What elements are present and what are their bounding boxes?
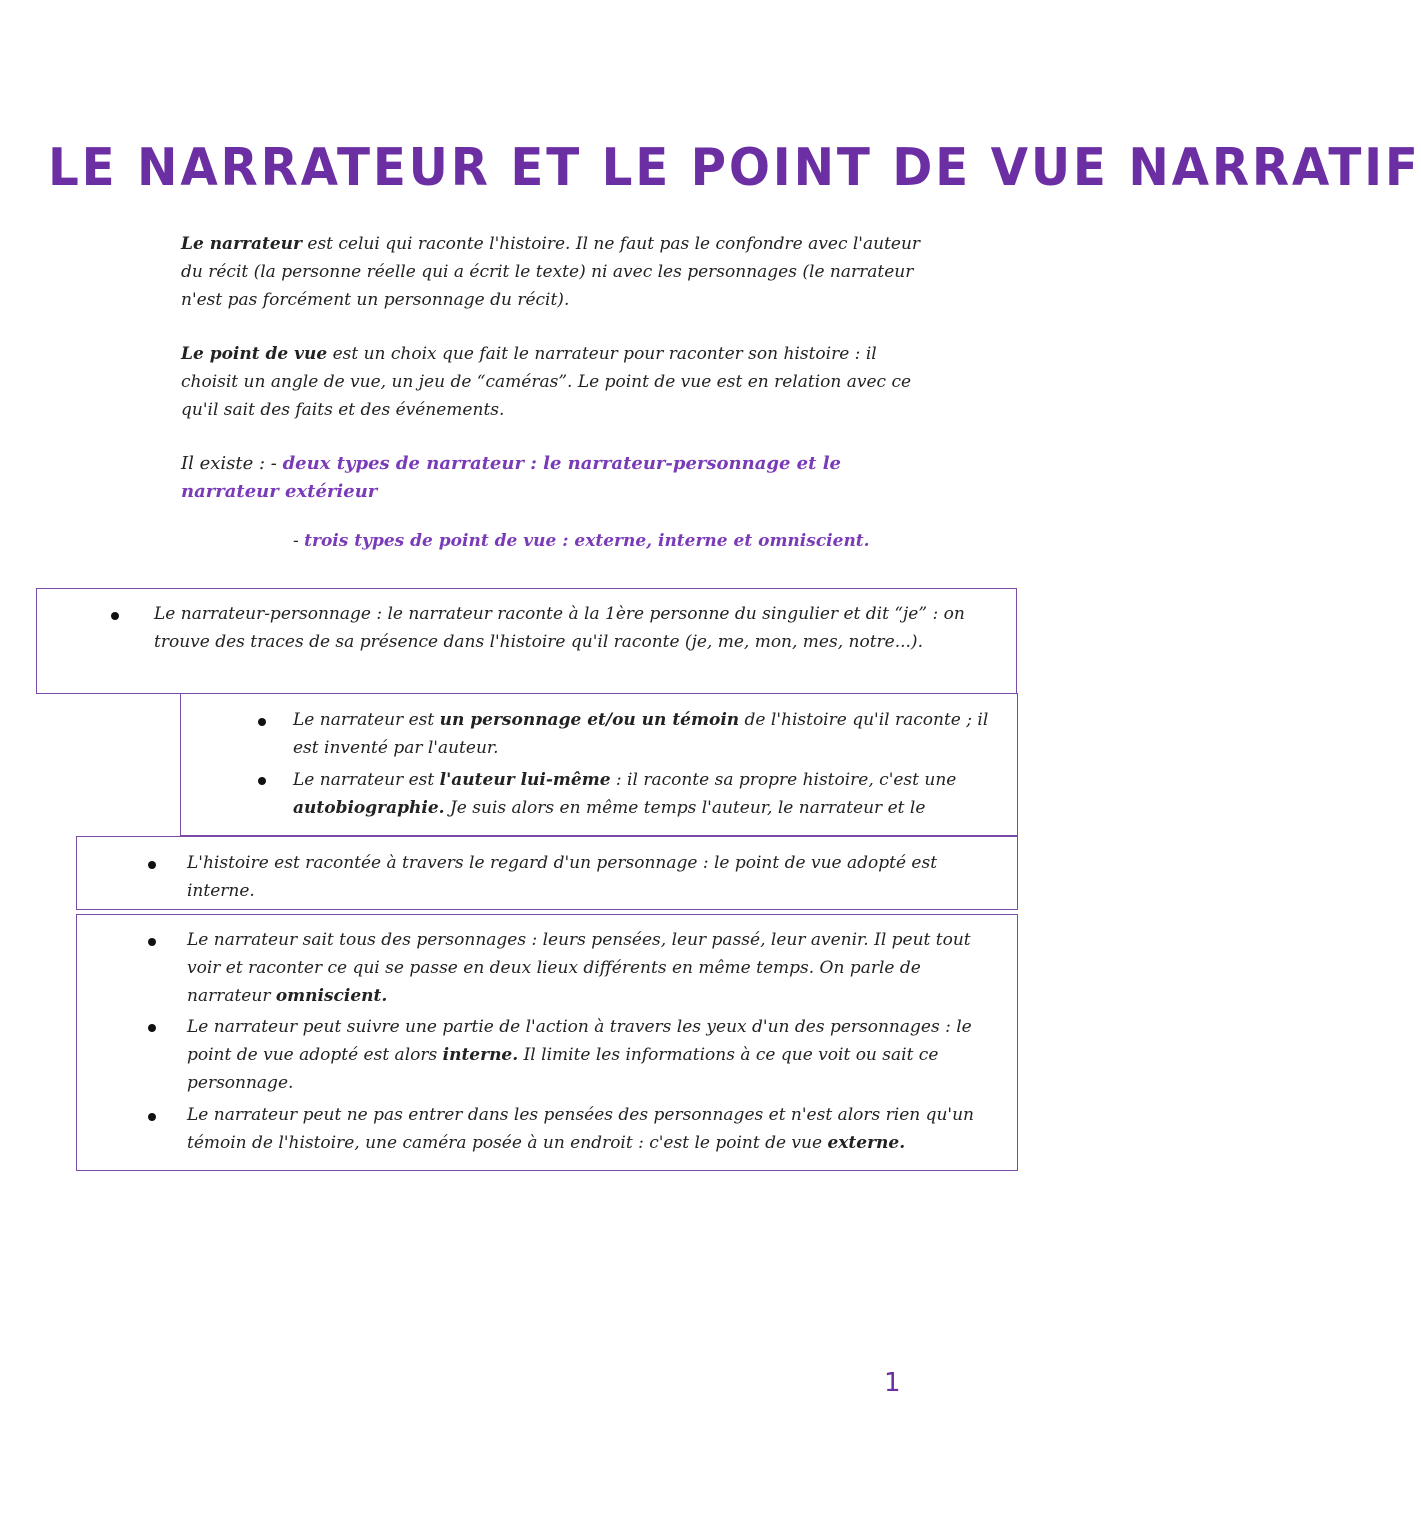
bullet-dot xyxy=(148,1024,156,1032)
narrateur-personnage-text: Le narrateur-personnage : le narrateur raconte à la 1ère personne du singulier et dit “je” : on trouve des traces de sa présence dans l'histoire qu'il raconte (je, me, mon, mes, notre...). xyxy=(154,604,965,652)
il-existe-label: Il existe : - xyxy=(181,453,283,474)
term-omniscient: omniscient. xyxy=(275,986,388,1006)
term-auteur-lui-meme: l'auteur lui-même xyxy=(439,770,611,790)
types-narrateur-line xyxy=(181,450,841,506)
intro-paragraph-point-de-vue xyxy=(181,340,921,424)
page-number: 1 xyxy=(884,1368,901,1398)
page-title: LE NARRATEUR ET LE POINT DE VUE NARRATIF xyxy=(48,138,1421,198)
bullet-dot xyxy=(148,861,156,869)
term-point-de-vue: Le point de vue xyxy=(181,344,328,364)
bullet-dot xyxy=(258,718,266,726)
term-autobiographie: autobiographie. xyxy=(293,798,445,818)
omniscient-item: Le narrateur sait tous des personnages : leurs pensées, leur passé, leur avenir. Il peut tout voir et raconter ce qui se passe en deux lieux différents en même temps. On parle de narrateur omniscient. xyxy=(187,930,971,1006)
narrateur-auteur-item: Le narrateur est l'auteur lui-même : il raconte sa propre histoire, c'est une autobiographie. Je suis alors en même temps l'auteur, le narrateur et le xyxy=(293,770,957,818)
types-point-de-vue-line xyxy=(293,527,933,555)
term-interne: interne. xyxy=(442,1045,519,1065)
interne-item: Le narrateur peut suivre une partie de l'action à travers les yeux d'un des personnages : le point de vue adopté est alors interne. Il limite les informations à ce que voit ou sait ce personnage. xyxy=(187,1017,972,1093)
bullet-dot xyxy=(111,612,119,620)
intro-paragraph-narrateur xyxy=(181,230,921,314)
externe-item: Le narrateur peut ne pas entrer dans les pensées des personnages et n'est alors rien qu'un témoin de l'histoire, une caméra posée à un endroit : c'est le point de vue externe. xyxy=(187,1105,975,1153)
types-narrateur-text: deux types de narrateur : le narrateur-personnage et le narrateur extérieur xyxy=(181,453,841,502)
term-externe: externe. xyxy=(827,1133,906,1153)
types-point-de-vue-text: trois types de point de vue : externe, interne et omniscient. xyxy=(304,531,870,551)
narrateur-temoin-item: Le narrateur est un personnage et/ou un témoin de l'histoire qu'il raconte ; il est inventé par l'auteur. xyxy=(293,710,989,758)
bullet-dot xyxy=(148,938,156,946)
term-narrateur: Le narrateur xyxy=(181,234,302,254)
dash-label: - xyxy=(293,531,305,551)
intro-text-2: est un choix que fait le narrateur pour raconter son histoire : il choisit un angle de vue, un jeu de “caméras”. Le point de vue est en relation avec ce qu'il sait des faits et des événements. xyxy=(181,344,912,420)
bullet-dot xyxy=(258,777,266,785)
point-de-vue-interne-text: L'histoire est racontée à travers le regard d'un personnage : le point de vue adopté est interne. xyxy=(187,853,938,901)
intro-text-1: est celui qui raconte l'histoire. Il ne faut pas le confondre avec l'auteur du récit (la personne réelle qui a écrit le texte) ni avec les personnages (le narrateur n'est pas forcément un personnage du récit). xyxy=(181,234,921,310)
term-personnage-temoin: un personnage et/ou un témoin xyxy=(439,710,740,730)
bullet-dot xyxy=(148,1113,156,1121)
